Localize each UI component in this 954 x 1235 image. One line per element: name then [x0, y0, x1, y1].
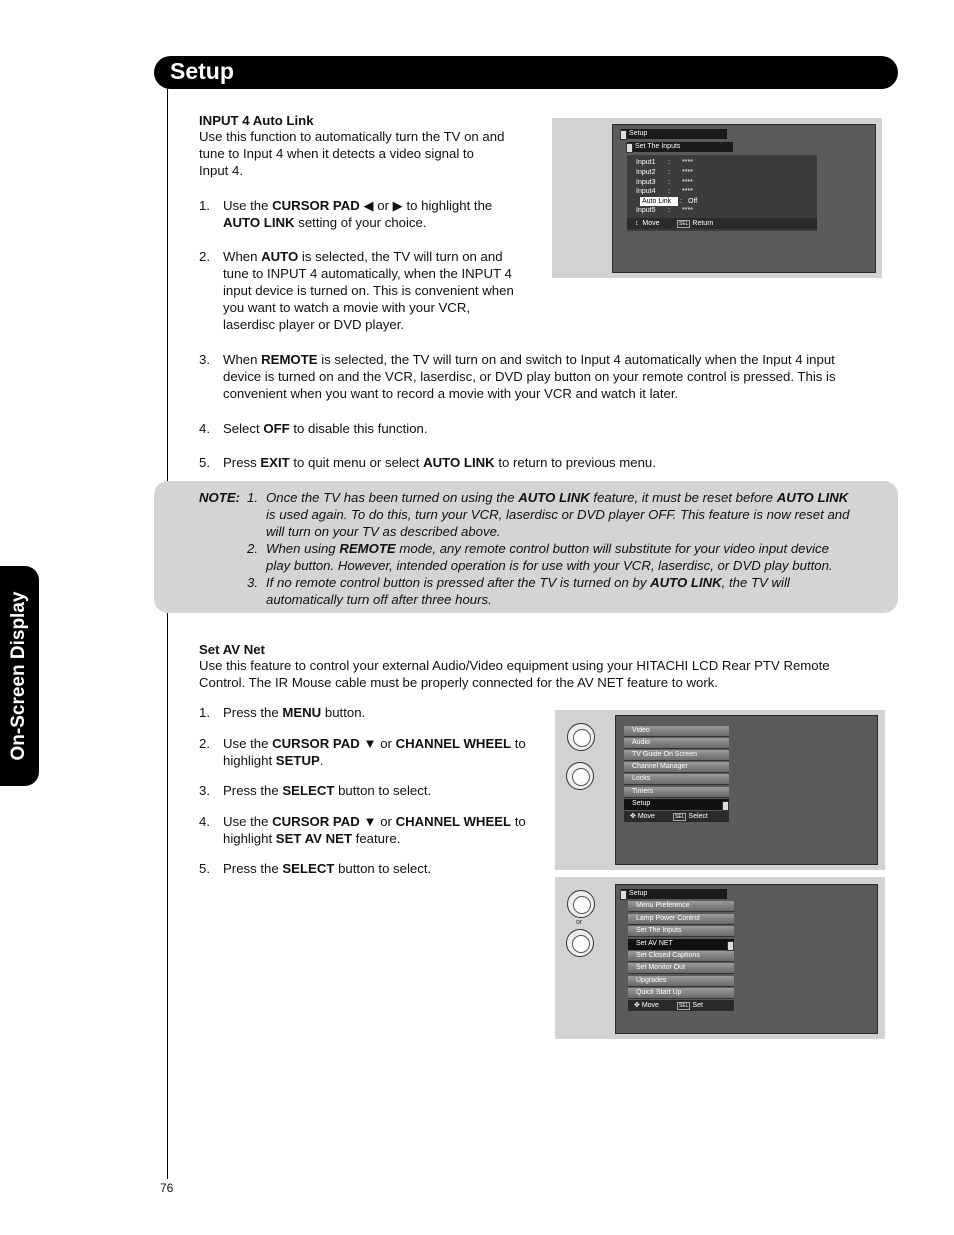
text: automatically turn off after three hours. — [266, 592, 492, 607]
menu-item-label: Menu Preference — [636, 902, 690, 909]
menu-item-channel-manager[interactable] — [624, 762, 729, 773]
sel-icon: SEL — [675, 814, 685, 820]
text: to disable this function. — [289, 421, 428, 436]
bold-text: SET AV NET — [275, 831, 352, 846]
text: to return to previous menu. — [494, 455, 656, 470]
intro-line: Input 4. — [199, 163, 243, 178]
step-number: 4. — [199, 814, 210, 829]
bold-text: OFF — [263, 421, 290, 436]
note-label: NOTE: — [199, 490, 241, 505]
menu-title: Setup — [629, 890, 648, 897]
row-value: **** — [682, 159, 693, 166]
step-number: 2. — [199, 736, 210, 751]
step-number: 5. — [199, 455, 210, 470]
text: button to select. — [334, 783, 432, 798]
row-value: Off — [688, 198, 698, 205]
text: Once the TV has been turned on using the — [266, 490, 519, 505]
row-value: **** — [682, 188, 693, 195]
menu-item-set-inputs[interactable] — [628, 926, 734, 937]
input4-intro — [199, 128, 504, 179]
pad-face — [572, 935, 590, 953]
bold-text: CHANNEL WHEEL — [395, 736, 512, 751]
step-number: 3. — [199, 783, 210, 798]
channel-wheel-icon — [567, 890, 595, 918]
pad-face — [572, 768, 590, 786]
bold-text: SELECT — [282, 783, 335, 798]
row-input4[interactable] — [636, 187, 693, 196]
intro-line: Control. The IR Mouse cable must be properly connected for the AV NET feature to work. — [199, 675, 718, 690]
row-label: Input1 — [636, 159, 656, 166]
row-input3[interactable] — [636, 178, 693, 187]
text: ▼ or — [359, 814, 396, 829]
menu-item-label: Set Monitor Out — [636, 964, 686, 971]
step-number: 1. — [199, 198, 210, 213]
menu-item-video[interactable] — [624, 726, 729, 737]
text: If no remote control button is pressed after the TV is turned on by — [266, 575, 651, 590]
footer-action — [677, 219, 713, 229]
note-item-1 — [247, 489, 887, 540]
scroll-icon — [727, 941, 734, 951]
text: input device is turned on. This is convenient when — [223, 283, 514, 298]
text: . — [319, 753, 324, 768]
row-value: **** — [682, 207, 693, 214]
note-number: 2. — [247, 541, 258, 556]
text: will turn on your TV as described above. — [266, 524, 501, 539]
row-sep: : — [680, 198, 682, 205]
menu-icon — [620, 130, 627, 140]
text: ▼ or — [359, 736, 396, 751]
avnet-title: Set AV Net — [199, 642, 265, 657]
button-face — [573, 729, 591, 747]
footer-action-label: Return — [692, 220, 714, 227]
row-sep: : — [668, 179, 670, 186]
menu-icon — [620, 890, 627, 900]
menu-item-label: Upgrades — [636, 977, 667, 984]
row-input1[interactable] — [636, 158, 693, 167]
page-number: 76 — [160, 1181, 174, 1195]
menu-item-lamp-power[interactable] — [628, 914, 734, 925]
text: to — [511, 736, 526, 751]
footer-move-label: Move — [641, 1002, 659, 1009]
scroll-icon — [722, 801, 729, 811]
side-tab-label: On-Screen Display — [8, 591, 29, 761]
text: , the TV will — [721, 575, 790, 590]
avnet-step-3 — [199, 782, 431, 799]
input4-step-2 — [199, 248, 539, 333]
text: is selected, the TV will turn on and switch to Input 4 automatically when the Input 4 input — [317, 352, 835, 367]
footer-action-label: Select — [688, 813, 708, 820]
text: Use the — [223, 736, 273, 751]
menu-item-audio[interactable] — [624, 738, 729, 749]
menu-item-label: Timers — [632, 788, 654, 795]
menu-item-label: Set AV NET — [636, 940, 673, 947]
bold-text: REMOTE — [339, 541, 396, 556]
text: feature. — [352, 831, 401, 846]
bold-text: AUTO LINK — [776, 490, 849, 505]
text: Press the — [223, 861, 283, 876]
menu-item-label: Audio — [632, 739, 650, 746]
menu-item-tv-guide[interactable] — [624, 750, 729, 761]
bold-text: SELECT — [282, 861, 335, 876]
cross-arrows-icon: ✥ — [630, 813, 636, 820]
text: When — [223, 352, 262, 367]
note-number: 3. — [247, 575, 258, 590]
row-input5[interactable] — [636, 206, 693, 215]
text: device is turned on and the VCR, laserdisc, or DVD play button on your remote control is pressed. This is — [223, 369, 836, 384]
row-label-highlight: Auto Link — [640, 197, 678, 206]
input4-step-1 — [199, 197, 539, 231]
text: button to select. — [334, 861, 432, 876]
screen2-display — [615, 715, 878, 865]
row-label: Input2 — [636, 169, 656, 176]
avnet-step-5 — [199, 860, 431, 877]
text: is selected, the TV will turn on and — [301, 249, 503, 264]
menu-item-label: Lamp Power Control — [636, 915, 700, 922]
row-value: **** — [682, 169, 693, 176]
text: you want to watch a movie with your VCR, — [223, 300, 471, 315]
sel-icon: SEL — [679, 221, 689, 227]
row-sep: : — [668, 188, 670, 195]
avnet-step-4 — [199, 813, 526, 847]
menu-item-label: Setup — [632, 800, 651, 807]
text: is used again. To do this, turn your VCR, laserdisc or DVD player OFF. This feature is now reset and — [266, 507, 850, 522]
text: Use the — [223, 198, 273, 213]
cursor-pad-icon — [566, 929, 594, 957]
intro-line: Use this function to automatically turn the TV on and — [199, 129, 505, 144]
input4-step-5 — [199, 454, 656, 471]
row-value: **** — [682, 179, 693, 186]
updown-icon: ↕ — [635, 220, 639, 227]
menu-item-label: TV Guide On Screen — [632, 751, 697, 758]
menu-title: Setup — [629, 130, 648, 137]
input4-step-4 — [199, 420, 428, 437]
cross-arrows-icon: ✥ — [634, 1002, 640, 1009]
menu-button-icon — [567, 723, 595, 751]
step-number: 4. — [199, 421, 210, 436]
menu-item-closed-captions[interactable] — [628, 951, 734, 962]
text: When — [223, 249, 262, 264]
menu-item-label: Set The Inputs — [636, 927, 682, 934]
step-number: 5. — [199, 861, 210, 876]
bold-text: AUTO — [261, 249, 299, 264]
row-label: Input3 — [636, 179, 656, 186]
text: ◀ or ▶ to highlight the — [359, 198, 493, 213]
bold-text: AUTO LINK — [423, 455, 495, 470]
avnet-step-2 — [199, 735, 526, 769]
menu-icon — [626, 143, 633, 153]
step-number: 3. — [199, 352, 210, 367]
text: When using — [266, 541, 340, 556]
intro-line: Use this feature to control your external Audio/Video equipment using your HITACHI LCD Rear PTV Remote — [199, 658, 830, 673]
text: laserdisc player or DVD player. — [223, 317, 405, 332]
text: tune to INPUT 4 automatically, when the INPUT 4 — [223, 266, 512, 281]
menu-item-label: Quick Start Up — [636, 989, 682, 996]
menu-item-monitor-out[interactable] — [628, 963, 734, 974]
step-number: 1. — [199, 705, 210, 720]
menu-title-bar — [621, 129, 727, 139]
text: Press — [223, 455, 261, 470]
bold-text: REMOTE — [261, 352, 318, 367]
bold-text: CURSOR PAD — [272, 736, 360, 751]
sel-icon: SEL — [679, 1003, 689, 1009]
submenu-title: Set The Inputs — [635, 143, 681, 150]
menu-item-upgrades[interactable] — [628, 976, 734, 987]
row-sep: : — [668, 207, 670, 214]
text: setting of your choice. — [294, 215, 427, 230]
menu-title-bar — [621, 889, 727, 899]
bold-text: AUTO LINK — [223, 215, 295, 230]
page-title: Setup — [170, 58, 234, 84]
menu-item-locks[interactable] — [624, 774, 729, 785]
menu-item-setup[interactable] — [624, 799, 729, 810]
footer-move — [630, 812, 655, 821]
note-number: 1. — [247, 490, 258, 505]
text: play button. However, intended operation is for use with your VCR, laserdisc, or DVD play button. — [266, 558, 833, 573]
footer-action — [673, 812, 708, 822]
menu-item-label: Locks — [632, 775, 651, 782]
bold-text: CURSOR PAD — [272, 198, 360, 213]
header-bar — [154, 56, 898, 89]
text: Select — [223, 421, 264, 436]
menu-item-quick-start[interactable] — [628, 988, 734, 999]
footer-move-label: Move — [637, 813, 655, 820]
text: button. — [321, 705, 366, 720]
step-number: 2. — [199, 249, 210, 264]
wheel-face — [573, 896, 591, 914]
footer-move-label: Move — [642, 220, 660, 227]
menu-item-set-av-net[interactable] — [628, 939, 734, 950]
text: Press the — [223, 783, 283, 798]
or-label: or — [576, 919, 583, 926]
text: highlight — [223, 753, 276, 768]
bold-text: AUTO LINK — [650, 575, 722, 590]
row-label: Input5 — [636, 207, 656, 214]
footer-move — [635, 219, 660, 228]
bold-text: SETUP — [275, 753, 320, 768]
row-label: Input4 — [636, 188, 656, 195]
menu-item-label: Video — [632, 727, 650, 734]
row-input2[interactable] — [636, 168, 693, 177]
footer-action-label: Set — [692, 1002, 703, 1009]
footer-move — [634, 1001, 659, 1010]
row-auto-link[interactable] — [640, 197, 697, 206]
footer-action — [677, 1001, 703, 1011]
row-sep: : — [668, 169, 670, 176]
text: to — [511, 814, 526, 829]
screen1-display — [612, 124, 876, 273]
text: highlight — [223, 831, 276, 846]
note-item-3 — [247, 574, 887, 608]
bold-text: AUTO LINK — [518, 490, 590, 505]
menu-item-timers[interactable] — [624, 787, 729, 798]
bold-text: CHANNEL WHEEL — [395, 814, 512, 829]
bold-text: EXIT — [260, 455, 290, 470]
text: feature, it must be reset before — [589, 490, 777, 505]
row-sep: : — [668, 159, 670, 166]
menu-item-label: Channel Manager — [632, 763, 688, 770]
text: Use the — [223, 814, 273, 829]
input4-step-3 — [199, 351, 879, 402]
input4-title: INPUT 4 Auto Link — [199, 113, 314, 128]
text: convenient when you want to record a movie with your VCR and watch it later. — [223, 386, 679, 401]
menu-item-label: Set Closed Captions — [636, 952, 700, 959]
text: Press the — [223, 705, 283, 720]
bold-text: MENU — [282, 705, 322, 720]
avnet-step-1 — [199, 704, 365, 721]
cursor-pad-icon — [566, 762, 594, 790]
text: to quit menu or select — [289, 455, 424, 470]
screen3-display — [615, 884, 878, 1034]
avnet-intro — [199, 657, 830, 691]
submenu-title-bar — [627, 142, 733, 152]
menu-item-menu-preference[interactable] — [628, 901, 734, 912]
bold-text: CURSOR PAD — [272, 814, 360, 829]
text: mode, any remote control button will substitute for your video input device — [395, 541, 829, 556]
intro-line: tune to Input 4 when it detects a video signal to — [199, 146, 474, 161]
margin-rule — [167, 89, 168, 1179]
note-item-2 — [247, 540, 887, 574]
